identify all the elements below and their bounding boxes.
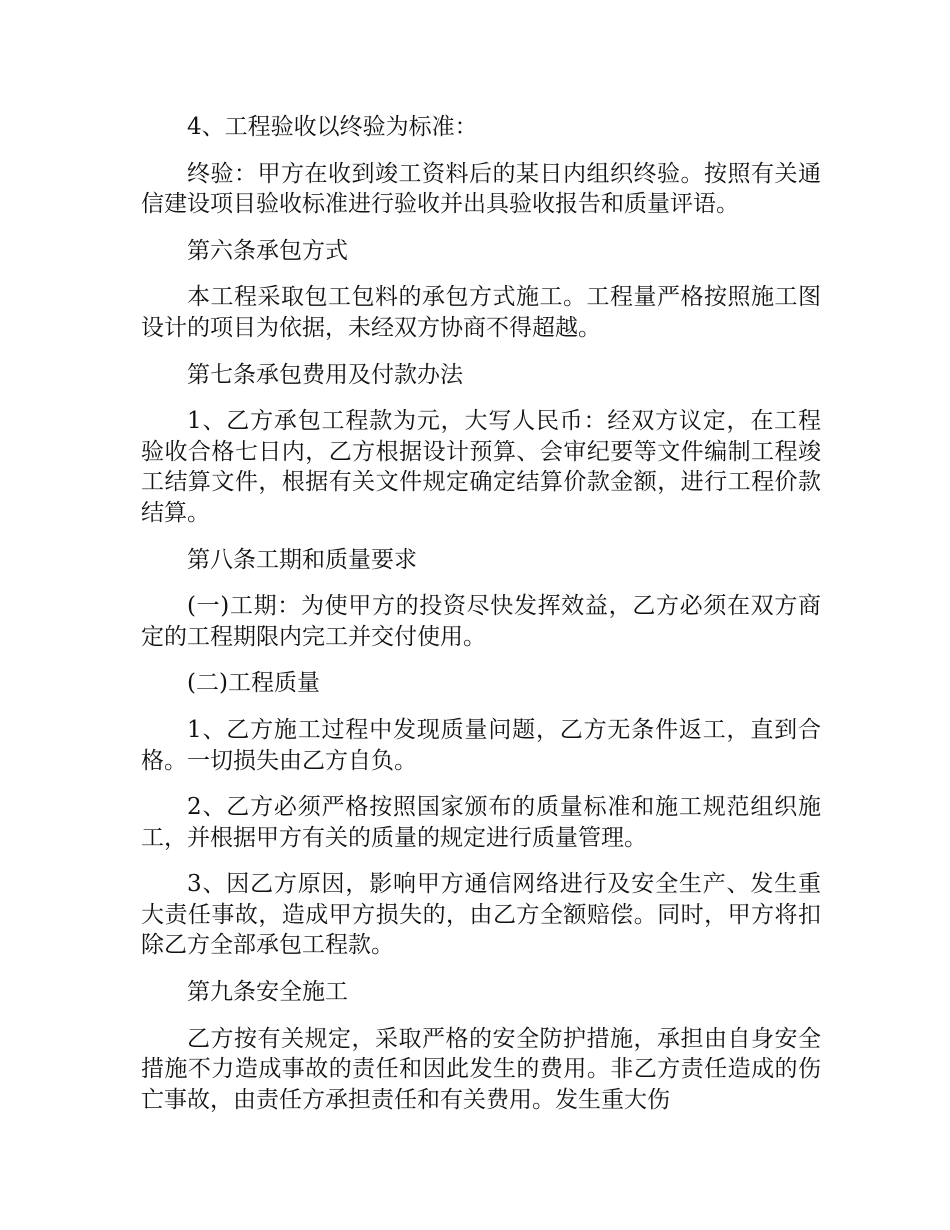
- paragraph-schedule: (一)工期：为使甲方的投资尽快发挥效益，乙方必须在双方商定的工程期限内完工并交付使用。: [141, 593, 821, 650]
- paragraph-safety: 乙方按有关规定，采取严格的安全防护措施，承担由自身安全措施不力造成事故的责任和因此发生的费用。非乙方责任造成的伤亡事故，由责任方承担责任和有关费用。发生重大伤: [141, 1025, 821, 1113]
- paragraph-contract-payment: 1、乙方承包工程款为元，大写人民币：经双方议定，在工程验收合格七日内，乙方根据设计预算、会审纪要等文件编制工程竣工结算文件，根据有关文件规定确定结算价款金额，进行工程价款结算。: [141, 408, 821, 526]
- heading-article-8: 第八条工期和质量要求: [187, 546, 417, 573]
- paragraph-acceptance-standard: 4、工程验收以终验为标准：: [187, 114, 478, 140]
- paragraph-quality-3: 3、因乙方原因，影响甲方通信网络进行及安全生产、发生重大责任事故，造成甲方损失的，由乙方全额赔偿。同时，甲方将扣除乙方全部承包工程款。: [141, 871, 821, 959]
- heading-article-9: 第九条安全施工: [187, 979, 348, 1006]
- document-body: [141, 112, 821, 1131]
- paragraph-quality-2: 2、乙方必须严格按照国家颁布的质量标准和施工规范组织施工，并根据甲方有关的质量的规定进行质量管理。: [141, 794, 821, 851]
- paragraph-quality-1: 1、乙方施工过程中发现质量问题，乙方无条件返工，直到合格。一切损失由乙方自负。: [141, 716, 821, 774]
- paragraph-contract-method: 本工程采取包工包料的承包方式施工。工程量严格按照施工图设计的项目为依据，未经双方协商不得超越。: [141, 284, 821, 341]
- heading-article-7: 第七条承包费用及付款办法: [187, 361, 463, 388]
- heading-quality: (二)工程质量: [187, 670, 320, 697]
- paragraph-final-acceptance: 终验：甲方在收到竣工资料后的某日内组织终验。按照有关通信建设项目验收标准进行验收并出具验收报告和质量评语。: [141, 160, 821, 218]
- heading-article-6: 第六条承包方式: [187, 237, 348, 264]
